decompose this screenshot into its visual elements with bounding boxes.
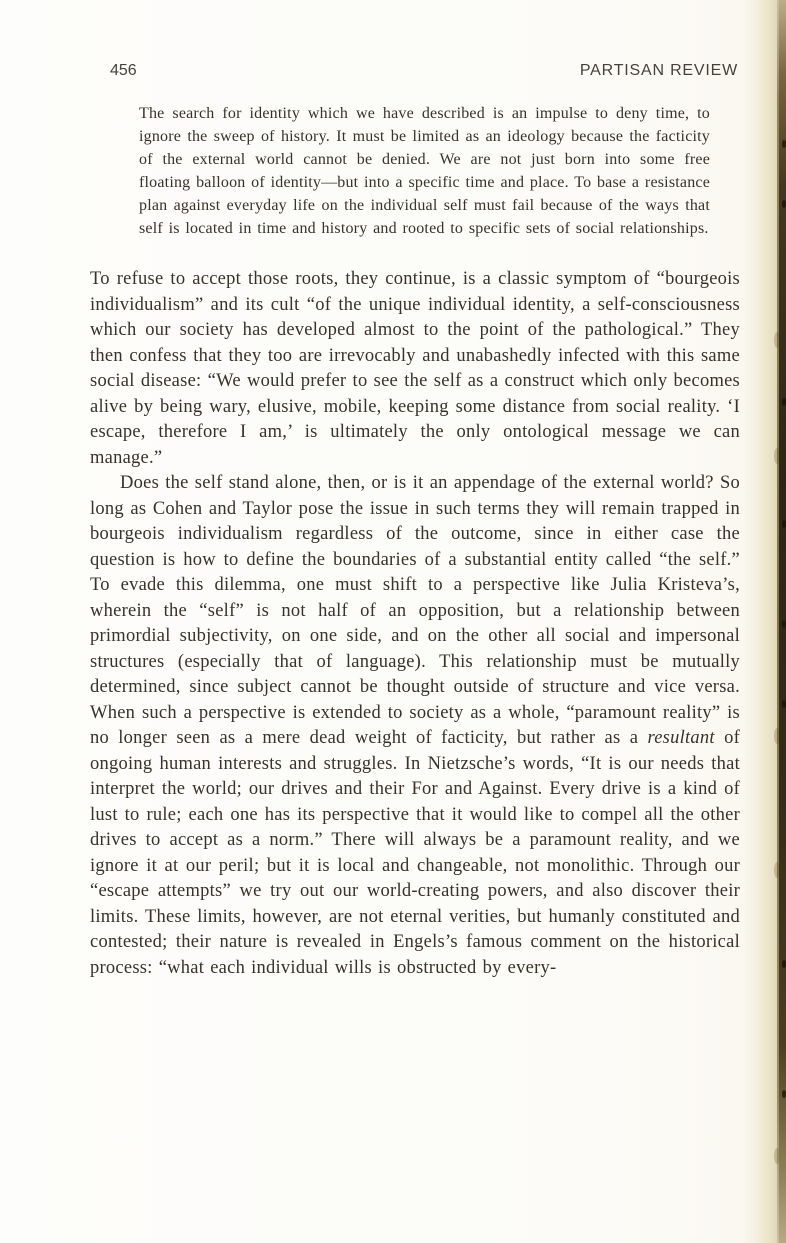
paragraph-2 [90,471,740,981]
journal-title: PARTISAN REVIEW [579,62,738,79]
spine-edge-speck [782,398,786,406]
paragraph-1: To refuse to accept those roots, they continue, is a classic symptom of “bourgeois individualism” and its cult “of the unique individual identity, a self-consciousness which our society has developed almost to the point of the pathological.” They then confess that they too are irrevocably and unabashedly infected with this same social disease: “We would prefer to see the self as a construct which only becomes alive by being wary, elusive, mobile, keeping some distance from social reality. ‘I escape, therefore I am,’ is ultimately the only ontological message we can manage.” [90,269,740,468]
spine-edge-speck [782,1090,786,1098]
spine-edge-speck [782,620,786,628]
spine-edge-speck [782,520,786,528]
spine-edge-speck [782,700,786,708]
page-text-column [90,102,740,981]
paragraph-2-text: Does the self stand alone, then, or is it an appendage of the external world? So long as Cohen and Taylor pose the issue in such terms they will remain trapped in bourgeois individualism regardless of the outcome, since in either case the question is how to define the boundaries of a substantial entity called “the self.” To evade this dilemma, one must shift to a perspective like Julia Kristeva’s, wherein the “self” is not half of an opposition, but a relationship between primordial subjectivity, on one side, and on the other all social and impersonal structures (especially that of language). This relationship must be mutually determined, since subject cannot be thought outside of structure and vice versa. When such a perspective is extended to society as a whole, “paramount reality” is no longer seen as a mere dead weight of facticity, but rather as a [90,473,740,748]
block-quote: The search for identity which we have described is an impulse to deny time, to ignore the sweep of history. It must be limited as an ideology because the facticity of the external world cannot be denied. We are not just born into some free floating balloon of identity—but into a specific time and place. To base a resistance plan against everyday life on the individual self must fail because of the ways that self is located in time and history and rooted to specific sets of social relationships. [139,105,710,237]
spine-edge-speck [782,960,786,968]
paragraph-2-continued: of ongoing human interests and struggles. In Nietzsche’s words, “It is our needs that interpret the world; our drives and their For and Against. Every drive is a kind of lust to rule; each one has its perspective that it would like to compel all the other drives to accept as a norm.” There will always be a paramount reality, and we ignore it at our peril; but it is local and changeable, not monolithic. Through our “escape attempts” we try out our world-creating powers, and also discover their limits. These limits, however, are not eternal verities, but humanly constituted and contested; their nature is revealed in Engels’s famous comment on the historical process: “what each individual wills is obstructed by every- [90,728,740,978]
book-spine-edge [779,0,786,1243]
paragraph-2-italic-word: resultant [647,728,715,748]
running-head [110,62,738,80]
page-number: 456 [110,62,137,79]
spine-edge-speck [782,200,786,208]
spine-edge-speck [782,140,786,148]
